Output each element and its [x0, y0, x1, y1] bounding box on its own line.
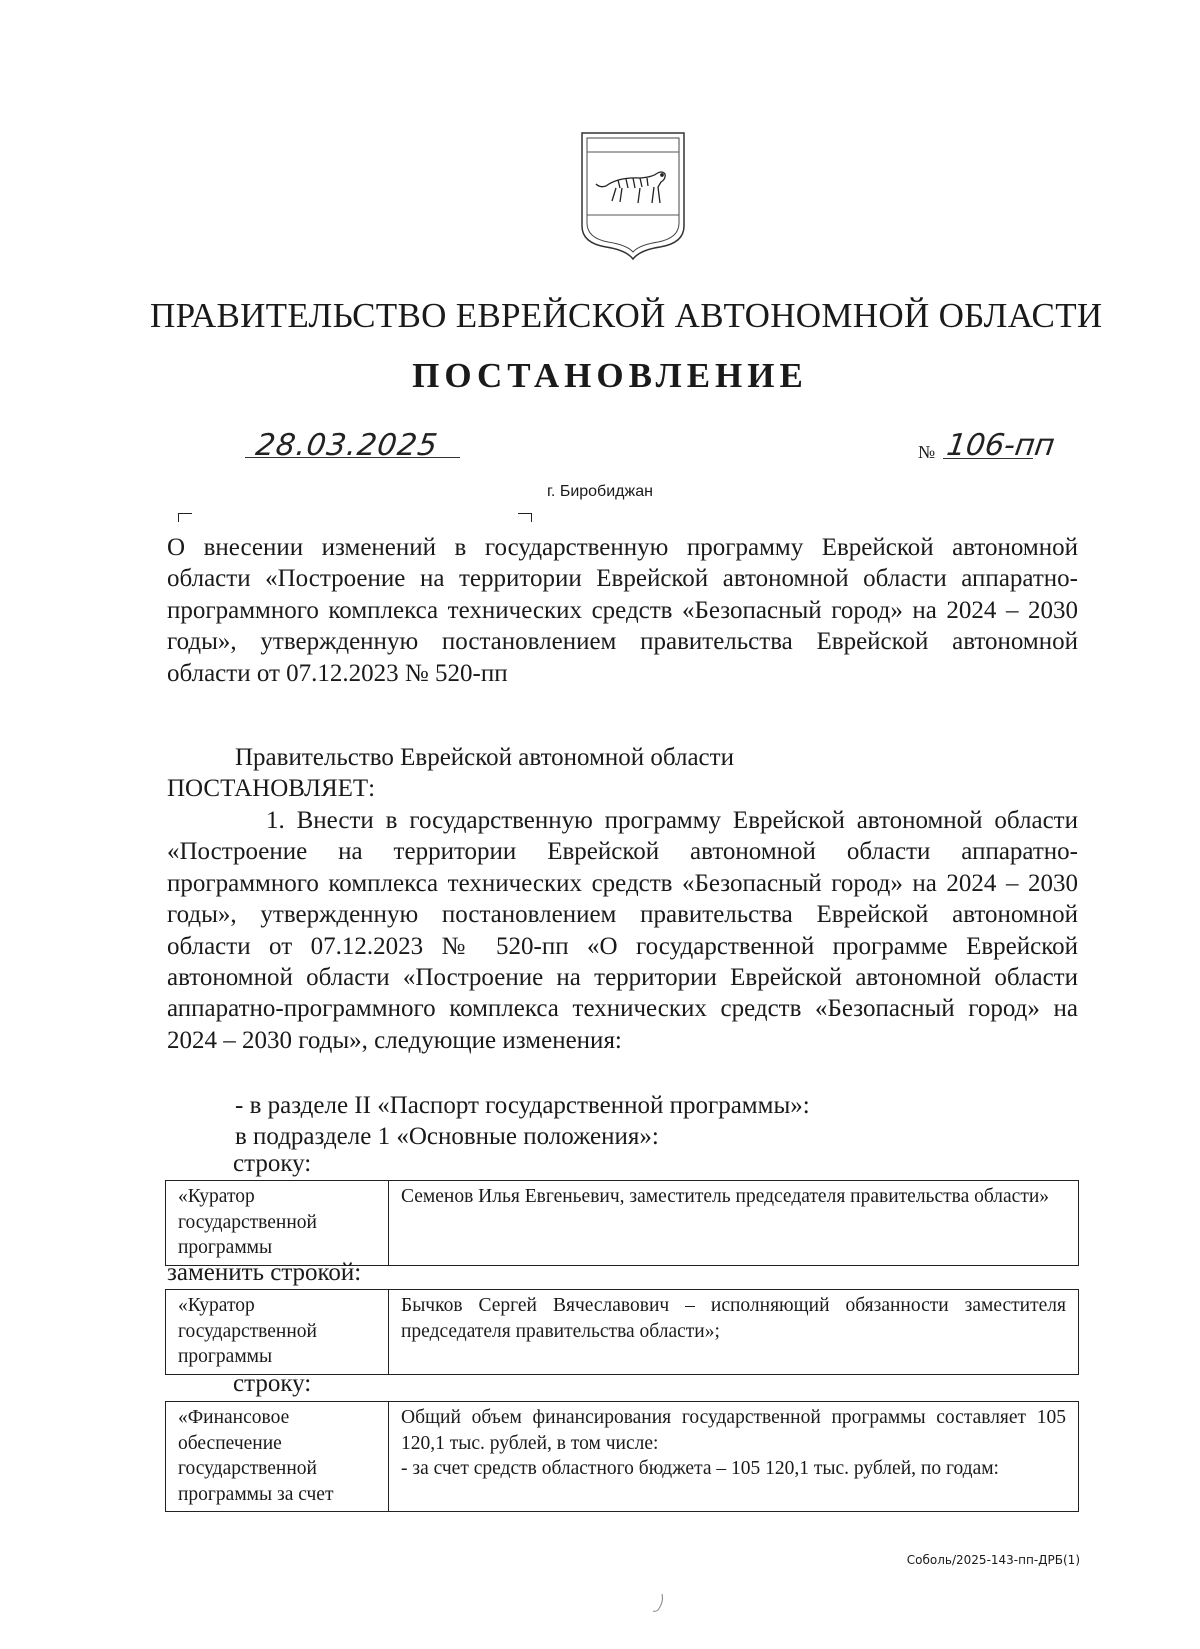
table-cell-label: «Куратор государственной программы [166, 1181, 389, 1266]
city-label: г. Биробиджан [547, 483, 653, 500]
table-cell-value: Бычков Сергей Вячеславович – исполняющий обязанности заместителя председателя правительства области»; [389, 1290, 1079, 1375]
section-references [167, 1090, 1078, 1153]
preamble [167, 742, 1078, 805]
item-1 [167, 805, 1078, 1056]
finance-regional: - за счет средств областного бюджета – 105 120,1 тыс. рублей, по годам: [401, 1458, 999, 1479]
subject-corner-left [178, 513, 192, 522]
item-1-text: 1. Внести в государственную программу Еврейской автономной области «Построение на территории Еврейской автономной области аппаратно-программного комплекса технических средств «Безопасный город» на 2024 – 2030 годы», утвержденную постановлением правительства Еврейской автономной области от 07.12.2023 № 520-пп «О государственной программе Еврейской автономной области «Построение на территории Еврейской автономной области аппаратно-программного комплекса технических средств «Безопасный город» на 2024 – 2030 годы», следующие изменения: [167, 807, 1078, 1054]
table-cell-label: «Финансовое обеспечение государственной программы за счет [166, 1402, 389, 1512]
subject-corner-right [518, 513, 532, 522]
table-row [166, 1181, 1079, 1266]
number-sign: № [918, 442, 936, 462]
date-underline [245, 457, 460, 458]
preamble-line: Правительство Еврейской автономной области [235, 744, 734, 771]
table-row [166, 1402, 1079, 1512]
table-cell-value: Семенов Илья Евгеньевич, заместитель председателя правительства области» [389, 1181, 1079, 1266]
table-row [166, 1290, 1079, 1375]
government-title: ПРАВИТЕЛЬСТВО ЕВРЕЙСКОЙ АВТОНОМНОЙ ОБЛАСТИ [150, 296, 1103, 335]
subsection-line: в подразделе 1 «Основные положения»: [235, 1123, 659, 1151]
decree-number-handwritten: 106-пп [944, 428, 1057, 463]
decree-date-handwritten: 28.03.2025 [253, 428, 441, 463]
table-cell-value [389, 1402, 1079, 1512]
label-replace: заменить строкой: [167, 1259, 362, 1286]
number-underline [943, 458, 1033, 459]
table-new-curator [165, 1289, 1079, 1375]
preamble-decides: ПОСТАНОВЛЯЕТ: [167, 775, 376, 803]
section-line: - в разделе II «Паспорт государственной программы»: [235, 1092, 810, 1119]
scan-mark-icon [650, 1592, 670, 1614]
table-finance [165, 1401, 1079, 1512]
decree-subject: О внесении изменений в государственную программу Еврейской автономной области «Построение на территории Еврейской автономной области аппаратно-программного комплекса технических средств «Безопасный город» на 2024 – 2030 годы», утвержденную постановлением правительства Еврейской автономной области от 07.12.2023 № 520-пп [167, 534, 1078, 687]
document-reference: Соболь/2025-143-пп-ДРБ(1) [906, 1553, 1080, 1567]
coat-of-arms-tiger-icon [578, 130, 688, 262]
label-row: строку: [233, 1370, 312, 1397]
label-row: строку: [233, 1150, 312, 1177]
table-cell-label: «Куратор государственной программы [166, 1290, 389, 1375]
decree-title: ПОСТАНОВЛЕНИЕ [412, 356, 808, 395]
finance-total: Общий объем финансирования государственной программы составляет 105 120,1 тыс. рублей, в том числе: [401, 1407, 1066, 1454]
table-old-curator [165, 1180, 1079, 1266]
